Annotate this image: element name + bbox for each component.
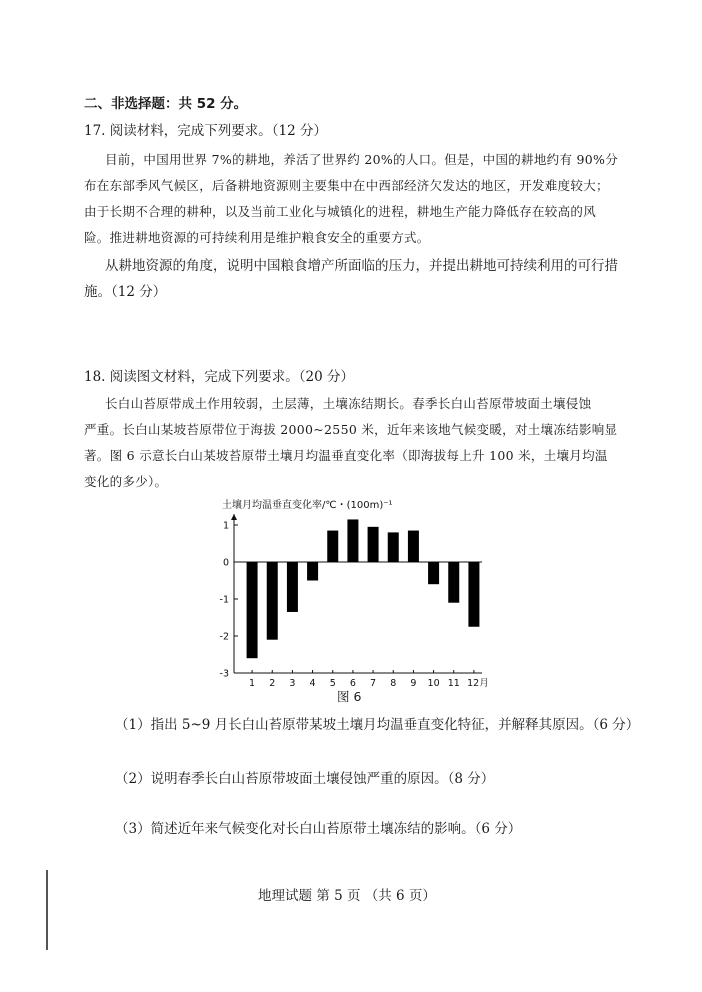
y-tick-label: 1 (222, 520, 229, 532)
y-tick-label: -2 (219, 631, 229, 643)
q18-para-line: 著。图 6 示意长白山某坡苔原带土壤月均温垂直变化率（即海拔每上升 100 米，土壤月均温 (84, 448, 608, 463)
q18-subquestion-3: （3）简述近年来气候变化对长白山苔原带土壤冻结的影响。（6 分） (115, 821, 522, 837)
y-tick-label: -1 (219, 594, 229, 606)
q18-para-line: 变化的多少）。 (84, 474, 168, 489)
x-tick-label: 4 (309, 678, 316, 689)
figure-caption: 图 6 (337, 689, 362, 704)
q18-para-line: 长白山苔原带成土作用较弱，土层薄，土壤冻结期长。春季长白山苔原带坡面土壤侵蚀 (105, 396, 592, 411)
bar (468, 562, 479, 627)
bar (428, 562, 439, 584)
section-heading: 二、非选择题：共 52 分。 (84, 96, 248, 112)
chart-ylabel: 土壤月均温垂直变化率/℃・(100m)⁻¹ (222, 500, 393, 511)
x-tick-label: 6 (349, 678, 356, 689)
q18-title: 18. 阅读图文材料，完成下列要求。（20 分） (84, 369, 354, 385)
x-tick-label: 2 (269, 678, 276, 689)
q17-para-line: 由于长期不合理的耕种，以及当前工业化与城镇化的进程，耕地生产能力降低存在较高的风 (84, 204, 597, 219)
q17-para-line: 布在东部季风气候区，后备耕地资源则主要集中在中西部经济欠发达的地区，开发难度较大； (84, 178, 609, 193)
bar (388, 532, 399, 562)
bar (347, 519, 358, 562)
y-tick-label: 0 (222, 557, 229, 569)
q17-task-line: 施。（12 分） (84, 284, 167, 300)
x-tick-label: 7 (370, 678, 377, 689)
q17-para-line: 险。推进耕地资源的可持续利用是维护粮食安全的重要方式。 (84, 230, 430, 245)
bar (267, 562, 278, 640)
bar (307, 562, 318, 581)
q18-subquestion-1: （1）指出 5~9 月长白山苔原带某坡土壤月均温垂直变化特征，并解释其原因。（6 分） (115, 717, 640, 733)
x-tick-label: 11 (447, 678, 460, 689)
x-tick-label: 1 (249, 678, 256, 689)
x-tick-label: 12月 (467, 678, 489, 689)
soil-temp-gradient-chart (200, 492, 500, 690)
y-axis-arrow (231, 514, 237, 520)
bar (408, 531, 419, 562)
bar (247, 562, 258, 658)
q18-para-line: 严重。长白山某坡苔原带位于海拔 2000~2550 米，近年来该地气候变暖，对土壤冻结影响显 (84, 422, 618, 437)
q17-title: 17. 阅读材料，完成下列要求。（12 分） (84, 123, 327, 139)
q18-subquestion-2: （2）说明春季长白山苔原带坡面土壤侵蚀严重的原因。（8 分） (115, 771, 495, 787)
q17-task-line: 从耕地资源的角度，说明中国粮食增产所面临的压力，并提出耕地可持续利用的可行措 (105, 258, 618, 274)
chart-marks (220, 514, 489, 689)
x-tick-label: 10 (427, 678, 440, 689)
q17-para-line: 目前，中国用世界 7%的耕地，养活了世界约 20%的人口。但是，中国的耕地约有 90%分 (105, 152, 619, 167)
x-tick-label: 3 (289, 678, 296, 689)
y-tick-label: -3 (219, 668, 229, 680)
x-tick-label: 8 (390, 678, 397, 689)
binding-margin-line (46, 870, 48, 950)
bar (448, 562, 459, 603)
page-footer: 地理试题 第 5 页 （共 6 页） (258, 888, 436, 904)
bar (327, 531, 338, 562)
x-tick-label: 5 (329, 678, 336, 689)
bar (368, 527, 379, 562)
bar (287, 562, 298, 612)
x-tick-label: 9 (410, 678, 417, 689)
